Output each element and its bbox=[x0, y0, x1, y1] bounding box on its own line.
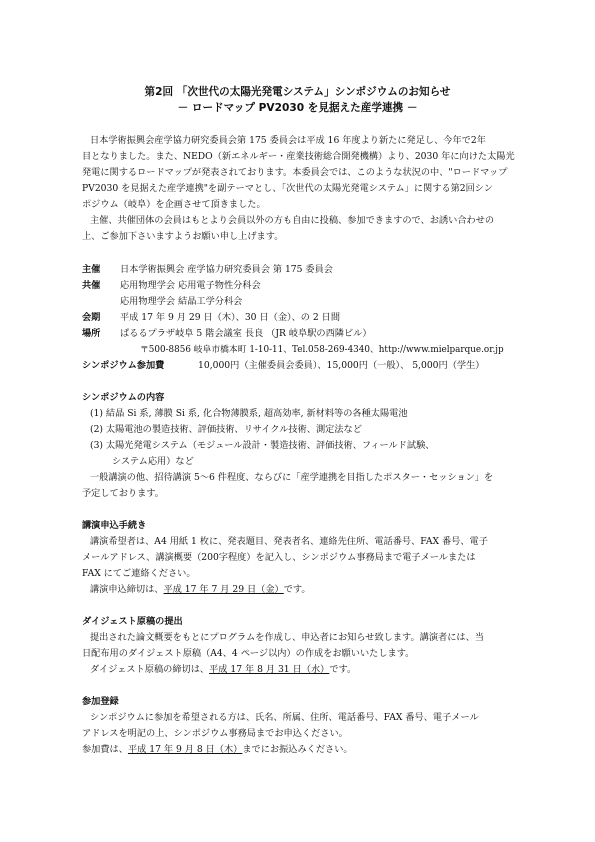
payment-date: 平成 17 年 9 月 8 日（木） bbox=[127, 744, 243, 755]
paragraph-line: 提出された論文概要をもとにプログラムを作成し、申込者にお知らせ致します。講演者には、当 bbox=[90, 632, 484, 643]
fee-value: 10,000円（主催委員会委員）、15,000円（一般）、 5,000円（学生） bbox=[198, 360, 485, 371]
deadline-prefix: ダイジェスト原稿の締切は、 bbox=[90, 664, 210, 675]
intro-line: ポジウム（岐阜）を企画させて頂きました。 bbox=[82, 199, 266, 210]
intro-line: 日本学術振興会産学協力研究委員会第 175 委員会は平成 16 年度より新たに発足し、今年で2年 bbox=[90, 135, 486, 146]
paragraph-line: 講演希望者は、A4 用紙 1 枚に、発表題目、発表者名、連絡先住所、電話番号、FAX 番号、電子 bbox=[90, 536, 488, 547]
list-item: (1) 結晶 Si 系, 薄膜 Si 系, 化合物薄膜系, 超高効率, 新材料等の各種太陽電池 bbox=[90, 408, 408, 419]
list-item: (2) 太陽電池の製造技術、評価技術、リサイクル技術、測定法など bbox=[90, 424, 362, 435]
organizer-label: 主催 bbox=[82, 264, 101, 275]
deadline-date: 平成 17 年 7 月 29 日（金） bbox=[163, 584, 284, 595]
section-heading: 参加登録 bbox=[82, 696, 119, 707]
deadline-line bbox=[90, 584, 311, 596]
cosponsor-label: 共催 bbox=[82, 280, 101, 291]
deadline-suffix: です。 bbox=[329, 664, 357, 675]
paragraph-line: FAX にてご連絡ください。 bbox=[82, 568, 196, 579]
section-heading: ダイジェスト原稿の提出 bbox=[82, 616, 183, 627]
venue-address: 〒500-8856 岐阜市橋本町 1-10-11、Tel.058-269-4340、http://www.mielparque.or.jp bbox=[140, 345, 504, 355]
payment-line bbox=[82, 744, 353, 756]
intro-line: 主催、共催団体の会員はもとより会員以外の方も自由に投稿、参加できますので、お誘い合わせの bbox=[90, 215, 495, 226]
organizer-value: 日本学術振興会 産学協力研究委員会 第 175 委員会 bbox=[120, 264, 333, 275]
section-heading: 講演申込手続き bbox=[82, 520, 147, 531]
paragraph-line: メールアドレス、講演概要（200字程度）を記入し、シンポジウム事務局まで電子メールまたは bbox=[82, 552, 476, 563]
title-line-1: 第2回 「次世代の太陽光発電システム」シンポジウムのお知らせ bbox=[144, 86, 451, 98]
deadline-line bbox=[90, 664, 356, 676]
paragraph-line: シンポジウムに参加を希望される方は、氏名、所属、住所、電話番号、FAX 番号、電子メール bbox=[90, 712, 479, 723]
cosponsor-value: 応用物理学会 結晶工学分科会 bbox=[120, 296, 243, 307]
intro-line: 発電に関するロードマップが発表されております。本委員会では、このような状況の中、"ロードマップ bbox=[82, 167, 508, 178]
contents-note: 予定しております。 bbox=[82, 488, 164, 499]
dates-value: 平成 17 年 9 月 29 日（木）、30 日（金）、の 2 日間 bbox=[120, 312, 341, 323]
intro-line: 目となりました。また、NEDO（新エネルギー・産業技術総合開発機構）より、2030 年に向けた太陽光 bbox=[82, 151, 515, 162]
paragraph-line: 日配布用のダイジェスト原稿（A4、4 ページ以内）の作成をお願いいたします。 bbox=[82, 648, 415, 659]
dates-label: 会期 bbox=[82, 312, 101, 323]
payment-suffix: までにお振込みください。 bbox=[242, 744, 353, 755]
deadline-prefix: 講演申込締切は、 bbox=[90, 584, 164, 595]
payment-prefix: 参加費は、 bbox=[82, 744, 128, 755]
deadline-date: 平成 17 年 8 月 31 日（水） bbox=[209, 664, 330, 675]
fee-label: シンポジウム参加費 bbox=[82, 360, 165, 371]
list-item: (3) 太陽光発電システム（モジュール設計・製造技術、評価技術、フィールド試験、 bbox=[90, 440, 435, 451]
section-heading: シンポジウムの内容 bbox=[82, 392, 165, 403]
venue-value: ぱるるプラザ岐阜 5 階会議室 長良 （JR 岐阜駅の西隣ビル） bbox=[120, 328, 372, 339]
list-item: システム応用）など bbox=[112, 456, 194, 467]
contents-note: 一般講演の他、招待講演 5～6 件程度、ならびに「産学連携を目指したポスター・セッション」を bbox=[90, 472, 494, 483]
title-line-2: － ロードマップ PV2030 を見据えた産学連携 － bbox=[177, 102, 418, 114]
intro-line: PV2030 を見据えた産学連携"を副テーマとし、「次世代の太陽光発電システム」に関する第2回シン bbox=[82, 183, 493, 194]
paragraph-line: アドレスを明記の上、シンポジウム事務局までお申込ください。 bbox=[82, 728, 348, 739]
intro-line: 上、ご参加下さいますようお願い申し上げます。 bbox=[82, 231, 284, 242]
venue-label: 場所 bbox=[82, 328, 101, 339]
deadline-suffix: です。 bbox=[283, 584, 311, 595]
cosponsor-value: 応用物理学会 応用電子物性分科会 bbox=[120, 280, 261, 291]
